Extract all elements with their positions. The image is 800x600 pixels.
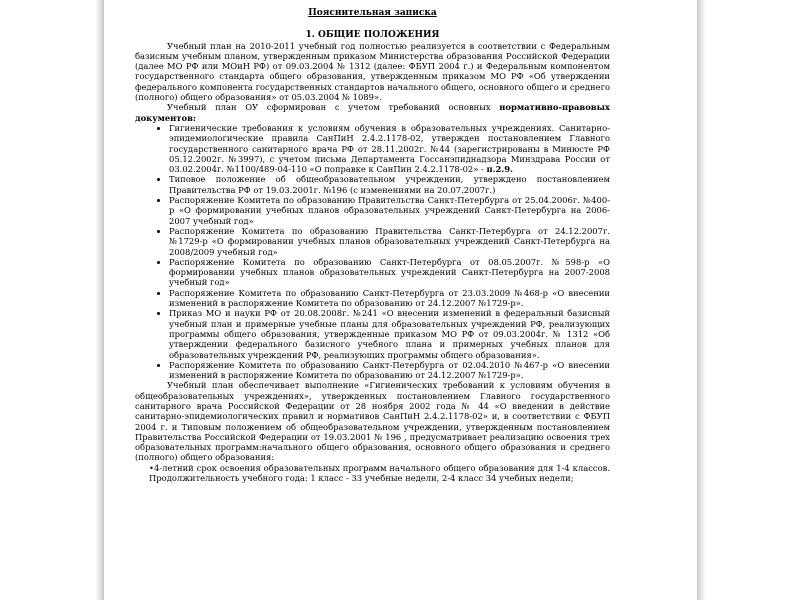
list-item: • Приказ МО и науки РФ от 20.08.2008г. №241 «О внесении изменений в федеральный базисный учебный план и примерные учебные планы для образовательных учреждений РФ, реализующих программы общего образования, утвержденные приказом МО РФ от 09.03.2004г. № 1312 «Об утверждении федерального базисного учебного плана и примерных учебных планов для образовательных учреждений РФ, реализующих программы общего образования».: [169, 308, 610, 359]
basis-intro-text: Учебный план ОУ сформирован с учетом требований основных: [167, 102, 500, 113]
list-item: • Распоряжение Комитета по образованию Санкт-Петербурга от 23.03.2009 №468-р «О внесении изменений в распоряжение Комитета по образованию от 24.12.2007 №1729-р».: [169, 288, 610, 309]
page-shadow-left: [95, 0, 103, 600]
basis-intro: [135, 102, 610, 123]
list-item: • Распоряжение Комитета по образованию Правительства Санкт-Петербурга от 24.12.2007г. №1729-р «О формировании учебных планов образовательных учреждений Санкт-Петербурга на 2008/2009 учебный год»: [169, 226, 610, 257]
basis-intro-bold: нормативно-правовых документов: [135, 102, 610, 123]
list-item: [169, 123, 610, 174]
tail-item: •4-летний срок освоения образовательных программ начального общего образования для 1-4 классов. Продолжительность учебного года: 1 класс - 33 учебные недели, 2-4 класс 34 учебных недели;: [149, 462, 610, 484]
list-item-text: Гигиенические требования к условиям обучения в образовательных учреждениях. Санитарно-эпидемиологические правила СанПиН 2.4.2.1178-02, утвержден постановлением Главного государственного санитарного врача РФ от 28.11.2002г. №44 (зарегистрированы в Минюсте РФ 05.12.2002г. №3997), с учетом письма Департамента Госсанэпиднадзора Минздрава России от 03.02.2004г. №1100/489-04-110 «О поправке к СанПин 2.4.2.1178-02» -: [169, 122, 610, 175]
list-item-bold: п.2.9.: [486, 164, 514, 175]
intro-paragraph: Учебный план на 2010-2011 учебный год полностью реализуется в соответствии с Федеральным базисным учебным планом, утвержденным приказом Министерства образования Российской Федерации (далее МО РФ или МОиН РФ) от 09.03.2004 № 1312 (далее: ФБУП 2004 г.) и Федеральным компонентом государственного стандарта общего образования, утвержденным приказом МО РФ «Об утверждении федерального компонента государственных стандартов начального общего, основного общего и среднего (полного) общего образования» от 05.03.2004 № 1089».: [135, 40, 610, 103]
document-title: Пояснительная записка: [308, 8, 437, 18]
documents-list: [135, 123, 610, 380]
list-item: • Распоряжение Комитета по образованию Санкт-Петербурга от 02.04.2010 №467-р «О внесении изменений в распоряжение Комитета по образованию от 24.12.2007 №1729-р».: [169, 360, 610, 381]
document-body: [135, 8, 610, 483]
page-shadow-right: [698, 0, 706, 600]
plan-paragraph: Учебный план обеспечивает выполнение «Гигиенических требований к условиям обучения в общеобразовательных учреждениях», утвержденных постановлением Главного государственного санитарного врача Российской Федерации от 28 ноября 2002 года № 44 «О введении в действие санитарно-эпидемиологических правил и нормативов СанПиН 2.4.2.1178-02» и, в соответствии с ФБУП 2004 г. и Типовым положением об общеобразовательном учреждении, утвержденным постановлением Правительства Российской Федерации от 19.03.2001 № 196 , предусматривает реализацию освоения трех образовательных программ:начального общего образования, основного общего образования и среднего (полного) общего образования:: [135, 380, 610, 463]
list-item: • Распоряжение Комитета по образованию Санкт-Петербурга от 08.05.2007г. №598-р «О формировании учебных планов образовательных учреждений Санкт-Петербурга на 2007-2008 учебный год»: [169, 257, 610, 288]
section-heading: 1. ОБЩИЕ ПОЛОЖЕНИЯ: [305, 30, 440, 41]
list-item: • Типовое положение об общеобразовательном учреждении, утверждено постановлением Правительства РФ от 19.03.2001г. №196 (с изменениями на 20.07.2007г.): [169, 174, 610, 195]
basis-intro-end: :: [192, 112, 196, 123]
list-item: • Распоряжение Комитета по образованию Правительства Санкт-Петербурга от 25.04.2006г. №400-р «О формировании учебных планов образовательных учреждений Санкт-Петербурга на 2006-2007 учебный год»: [169, 195, 610, 226]
